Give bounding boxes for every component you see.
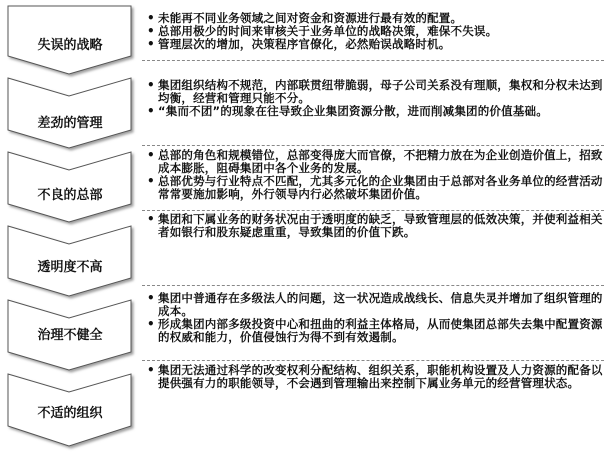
section-organization [147, 364, 603, 390]
bullet-item: • 集团中普通存在多级法人的问题，这一状况造成战线长、信息失灵并增加了组织管理的成本。 [147, 292, 603, 318]
section-divider [142, 360, 604, 361]
stage-label-governance: 治理不健全 [37, 328, 103, 343]
stage-label-transparency: 透明度不高 [37, 260, 103, 275]
bullet-item: • 总部优势与行业特点不匹配，尤其多元化的企业集团由于总部对各业务单位的经营活动常常要施加影响，外行领导内行必然破坏集团价值。 [147, 175, 603, 201]
section-headquarters [147, 149, 603, 201]
bullet-item: • 集团无法通过科学的改变权利分配结构、组织关系，职能机构设置及人力资源的配备以提供强有力的职能领导，不会遇到管理输出来控制下属业务单元的经营管理状态。 [147, 364, 603, 390]
section-governance [147, 292, 603, 344]
bullet-item: • 管理层次的增加，决策程序官僚化，必然贻误战略时机。 [147, 38, 603, 51]
bullet-item: • 总部用极少的时间来审核关于业务单位的战略决策，难保不失误。 [147, 25, 603, 38]
section-divider [142, 210, 604, 211]
bullet-item: • 总部的角色和规模错位，总部变得庞大而官僚，不把精力放在为企业创造价值上，招致成本膨胀，阻碍集团中各个业务的发展。 [147, 149, 603, 175]
bullet-item: • 集团和下属业务的财务状况由于透明度的缺乏，导致管理层的低效决策，并使利益相关者如银行和股东疑虑重重，导致集团的价值下跌。 [147, 213, 603, 239]
bullet-item: • 未能再不同业务领域之间对资金和资源进行最有效的配置。 [147, 12, 603, 25]
stage-label-management: 差劲的管理 [37, 116, 103, 131]
bullet-item: • 形成集团内部多级投资中心和扭曲的利益主体格局，从而使集团总部失去集中配置资源的权威和能力，价值侵蚀行为得不到有效遏制。 [147, 318, 603, 344]
section-strategy [147, 12, 603, 51]
stage-label-strategy: 失误的战略 [37, 38, 103, 53]
section-management [147, 79, 603, 118]
stage-label-headquarters: 不良的总部 [37, 188, 103, 203]
section-divider [142, 145, 604, 146]
section-divider [142, 60, 604, 61]
stage-label-organization: 不适的组织 [37, 406, 103, 421]
section-divider [142, 285, 604, 286]
bullet-item: • 集团组织结构不规范，内部联贯纽带脆弱，母子公司关系没有理顺，集权和分权未达到均衡，经营和管理只能不分。 [147, 79, 603, 105]
bullet-item: • “集而不团”的现象在往导致企业集团资源分散，进而削减集团的价值基础。 [147, 105, 603, 118]
section-transparency [147, 213, 603, 239]
